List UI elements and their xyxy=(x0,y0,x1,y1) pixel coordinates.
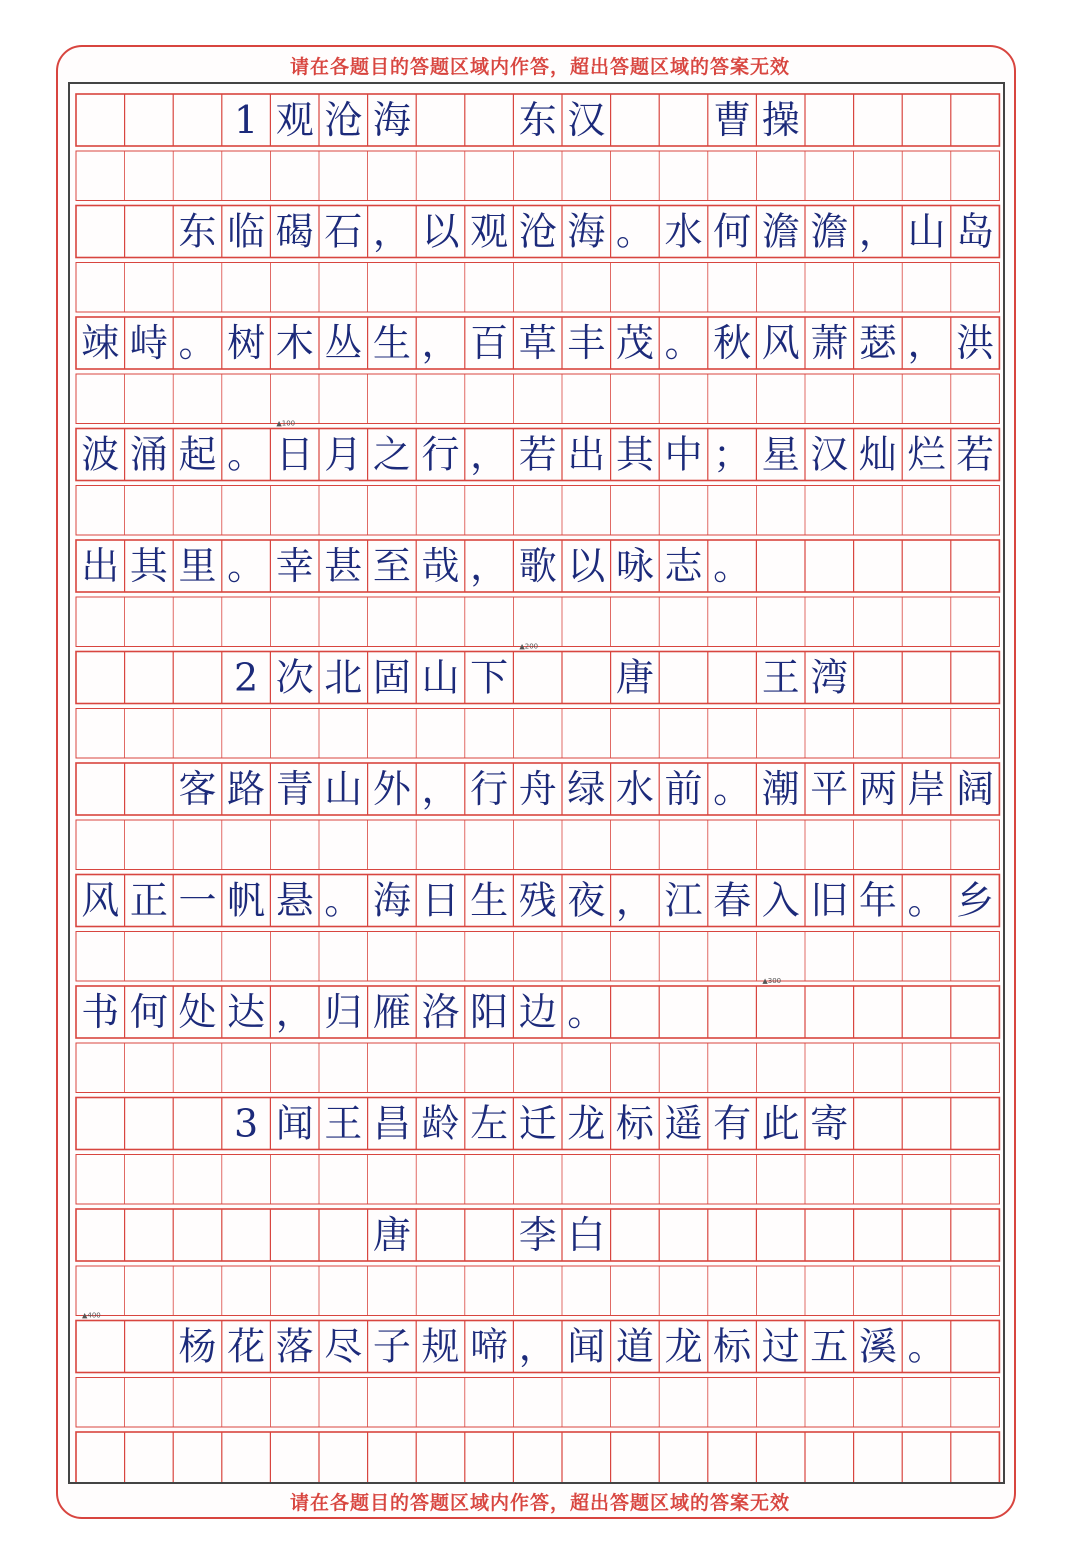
character-cell: 固 xyxy=(372,655,411,700)
notice-top: 请在各题目的答题区域内作答，超出答题区域的答案无效 xyxy=(289,56,790,78)
spacer-band xyxy=(76,1378,999,1428)
character-cell: 湾 xyxy=(810,655,849,700)
character-cell: 五 xyxy=(810,1324,849,1369)
character-cell: 生 xyxy=(372,321,411,365)
character-cell: 何 xyxy=(713,209,752,254)
text-line xyxy=(81,433,994,477)
character-cell: 下 xyxy=(470,655,509,700)
character-cell: 王 xyxy=(324,1101,363,1146)
character-cell: 沧 xyxy=(324,98,363,142)
character-cell: 洛 xyxy=(421,990,460,1034)
character-cell: ， xyxy=(518,1324,557,1369)
character-cell: 澹 xyxy=(761,209,800,254)
character-cell: 沧 xyxy=(518,209,557,254)
character-cell: 出 xyxy=(567,432,606,477)
word-count-marker: ▲300 xyxy=(762,977,782,985)
answer-area xyxy=(68,82,1005,1484)
character-cell: ， xyxy=(907,321,946,365)
character-cell: 处 xyxy=(178,990,217,1034)
character-cell: 闻 xyxy=(275,1101,314,1146)
character-cell: ， xyxy=(615,878,654,923)
character-cell: 迁 xyxy=(518,1101,557,1146)
character-cell: 志 xyxy=(664,544,703,588)
character-cell: 。 xyxy=(324,878,363,923)
character-cell: 年 xyxy=(858,878,897,923)
character-cell: 海 xyxy=(372,98,411,142)
character-cell: ， xyxy=(372,209,411,254)
character-cell: 标 xyxy=(713,1324,752,1369)
spacer-band xyxy=(76,709,999,759)
character-cell: ， xyxy=(275,990,314,1034)
character-cell: 阳 xyxy=(470,990,509,1034)
character-cell: 左 xyxy=(470,1101,509,1146)
character-cell: 龙 xyxy=(664,1324,703,1369)
character-cell: 风 xyxy=(761,321,800,365)
character-cell: 尽 xyxy=(324,1324,363,1369)
character-cell: 前 xyxy=(664,767,703,811)
word-count-marker: ▲200 xyxy=(519,642,539,651)
character-cell: 龙 xyxy=(567,1101,606,1146)
character-cell: 闻 xyxy=(567,1324,606,1369)
character-cell: 里 xyxy=(178,544,217,588)
character-cell: 外 xyxy=(372,767,411,811)
spacer-band xyxy=(76,820,999,870)
character-cell: 唐 xyxy=(615,655,654,700)
character-cell: 咏 xyxy=(615,544,654,588)
character-cell: 岸 xyxy=(907,767,946,811)
character-cell: 涌 xyxy=(129,432,168,477)
character-cell: 东 xyxy=(518,98,557,142)
character-cell: 雁 xyxy=(372,990,411,1034)
spacer-band xyxy=(76,374,999,424)
character-cell: 北 xyxy=(324,655,363,700)
character-cell: 两 xyxy=(858,767,897,811)
character-cell: 。 xyxy=(615,209,654,254)
character-cell: 曹 xyxy=(713,98,752,142)
character-cell: 道 xyxy=(615,1324,654,1369)
character-cell: 哉 xyxy=(421,544,460,588)
character-cell: 木 xyxy=(275,321,314,365)
character-cell: 烂 xyxy=(907,432,946,477)
character-cell: 路 xyxy=(227,767,266,811)
character-cell: 草 xyxy=(518,321,557,365)
character-cell: 平 xyxy=(810,767,849,811)
character-cell: 山 xyxy=(907,209,946,254)
character-cell: ； xyxy=(713,432,752,477)
text-line xyxy=(81,990,605,1034)
character-cell: 正 xyxy=(129,878,168,923)
character-cell: 。 xyxy=(713,767,752,811)
character-cell: 波 xyxy=(81,432,120,477)
character-cell: 百 xyxy=(470,321,509,365)
character-cell: 歌 xyxy=(518,544,557,588)
character-cell: 唐 xyxy=(372,1213,411,1257)
character-cell: 竦 xyxy=(81,321,120,365)
character-cell: 。 xyxy=(227,432,266,477)
character-cell: 遥 xyxy=(664,1101,703,1146)
character-cell: 星 xyxy=(761,432,800,477)
character-cell: 归 xyxy=(324,990,363,1034)
character-cell: 啼 xyxy=(470,1324,509,1369)
spacer-band xyxy=(76,1155,999,1205)
character-cell: 水 xyxy=(664,209,703,254)
character-cell: 次 xyxy=(275,655,314,700)
character-cell: 操 xyxy=(761,98,800,142)
text-line xyxy=(178,210,994,254)
character-cell: 风 xyxy=(81,878,120,923)
spacer-band xyxy=(76,1043,999,1093)
character-cell: 阔 xyxy=(956,767,995,811)
character-cell: 之 xyxy=(372,432,411,477)
character-cell: 出 xyxy=(81,544,120,588)
character-cell: 石 xyxy=(324,209,363,254)
character-cell: 落 xyxy=(275,1324,314,1369)
character-cell: ， xyxy=(421,767,460,811)
character-cell: 山 xyxy=(324,767,363,811)
notice-bottom: 请在各题目的答题区域内作答，超出答题区域的答案无效 xyxy=(289,1492,790,1514)
character-cell: 1 xyxy=(234,98,259,142)
character-cell: 客 xyxy=(178,767,217,811)
character-cell: 有 xyxy=(713,1101,752,1146)
character-cell: 春 xyxy=(713,878,752,923)
character-cell: 乡 xyxy=(956,878,995,923)
character-cell: 若 xyxy=(956,432,995,477)
character-cell: 行 xyxy=(421,432,460,477)
character-cell: 江 xyxy=(664,878,703,923)
character-cell: 灿 xyxy=(858,432,897,477)
character-cell: 月 xyxy=(324,432,363,477)
character-cell: ， xyxy=(421,321,460,365)
character-cell: 丰 xyxy=(567,321,606,365)
character-cell: 其 xyxy=(129,544,168,588)
character-cell: 。 xyxy=(907,878,946,923)
character-cell: 起 xyxy=(178,432,217,477)
grid-row xyxy=(76,652,999,704)
text-line xyxy=(81,879,994,923)
character-cell: 溪 xyxy=(858,1324,897,1369)
character-cell: 东 xyxy=(178,209,217,254)
character-cell: 澹 xyxy=(810,209,849,254)
character-cell: 甚 xyxy=(324,544,363,588)
text-line xyxy=(178,767,994,811)
character-cell: 岛 xyxy=(956,209,995,254)
character-cell: 旧 xyxy=(810,878,849,923)
character-cell: 潮 xyxy=(761,767,800,811)
character-cell: 昌 xyxy=(372,1101,411,1146)
character-cell: 瑟 xyxy=(858,321,897,365)
character-cell: 过 xyxy=(761,1324,800,1369)
character-cell: 汉 xyxy=(567,98,606,142)
character-cell: ， xyxy=(470,544,509,588)
character-cell: ， xyxy=(858,209,897,254)
character-cell: 杨 xyxy=(178,1324,217,1369)
character-cell: 夜 xyxy=(567,878,606,923)
character-cell: 3 xyxy=(234,1101,259,1146)
character-cell: 2 xyxy=(234,655,259,700)
character-cell: 丛 xyxy=(324,321,363,365)
character-cell: 龄 xyxy=(421,1101,460,1146)
character-cell: 峙 xyxy=(129,321,168,365)
word-count-marker: ▲100 xyxy=(276,419,296,428)
character-cell: 其 xyxy=(615,432,654,477)
character-cell: 碣 xyxy=(275,209,314,254)
character-cell: 王 xyxy=(761,655,800,700)
character-cell: 秋 xyxy=(713,321,752,365)
character-cell: 。 xyxy=(178,321,217,365)
character-cell: 花 xyxy=(227,1324,266,1369)
spacer-band xyxy=(76,486,999,536)
spacer-band xyxy=(76,932,999,982)
character-cell: 李 xyxy=(518,1213,557,1257)
character-cell: 海 xyxy=(567,209,606,254)
character-cell: 书 xyxy=(81,990,120,1034)
character-cell: 绿 xyxy=(567,767,606,811)
grid-row xyxy=(76,1432,999,1482)
character-cell: 舟 xyxy=(518,767,557,811)
character-cell: 中 xyxy=(664,432,703,477)
character-cell: 行 xyxy=(470,767,509,811)
character-cell: 生 xyxy=(470,878,509,923)
text-line xyxy=(81,321,994,365)
character-cell: 以 xyxy=(567,544,606,588)
character-cell: 水 xyxy=(615,767,654,811)
character-cell: 规 xyxy=(421,1324,460,1369)
text-line xyxy=(373,1213,605,1257)
character-cell: 青 xyxy=(275,767,314,811)
character-cell: ， xyxy=(470,432,509,477)
character-cell: 。 xyxy=(227,544,266,588)
character-cell: 萧 xyxy=(810,321,849,365)
character-cell: 。 xyxy=(664,321,703,365)
character-cell: 日 xyxy=(421,878,460,923)
spacer-band xyxy=(76,597,999,647)
character-cell: 达 xyxy=(227,990,266,1034)
word-count-marker: ▲400 xyxy=(82,1311,101,1320)
character-cell: 。 xyxy=(567,990,606,1034)
character-cell: 一 xyxy=(178,878,217,923)
character-cell: 临 xyxy=(227,209,266,254)
character-cell: 至 xyxy=(372,544,411,588)
character-cell: 以 xyxy=(421,209,460,254)
character-cell: 白 xyxy=(567,1213,606,1257)
character-cell: 何 xyxy=(129,990,168,1034)
character-cell: 海 xyxy=(372,878,411,923)
character-cell: 。 xyxy=(907,1324,946,1369)
spacer-band xyxy=(76,263,999,313)
character-cell: 树 xyxy=(227,321,266,365)
writing-grid xyxy=(70,84,1003,1482)
character-cell: 子 xyxy=(372,1324,411,1369)
character-cell: 寄 xyxy=(810,1101,849,1146)
character-cell: 幸 xyxy=(275,544,314,588)
character-cell: 洪 xyxy=(956,321,995,365)
character-cell: 日 xyxy=(275,432,314,477)
character-cell: 汉 xyxy=(810,432,849,477)
character-cell: 。 xyxy=(713,544,752,588)
character-cell: 帆 xyxy=(227,878,266,923)
spacer-band xyxy=(76,151,999,201)
character-cell: 边 xyxy=(518,990,557,1034)
character-cell: 悬 xyxy=(275,878,314,923)
character-cell: 入 xyxy=(761,878,800,923)
character-cell: 此 xyxy=(761,1101,800,1146)
character-cell: 若 xyxy=(518,432,557,477)
character-cell: 残 xyxy=(518,878,557,923)
character-cell: 观 xyxy=(470,209,509,254)
character-cell: 观 xyxy=(275,98,314,142)
character-cell: 山 xyxy=(421,655,460,700)
spacer-band xyxy=(76,1266,999,1316)
character-cell: 标 xyxy=(615,1101,654,1146)
character-cell: 茂 xyxy=(615,321,654,365)
